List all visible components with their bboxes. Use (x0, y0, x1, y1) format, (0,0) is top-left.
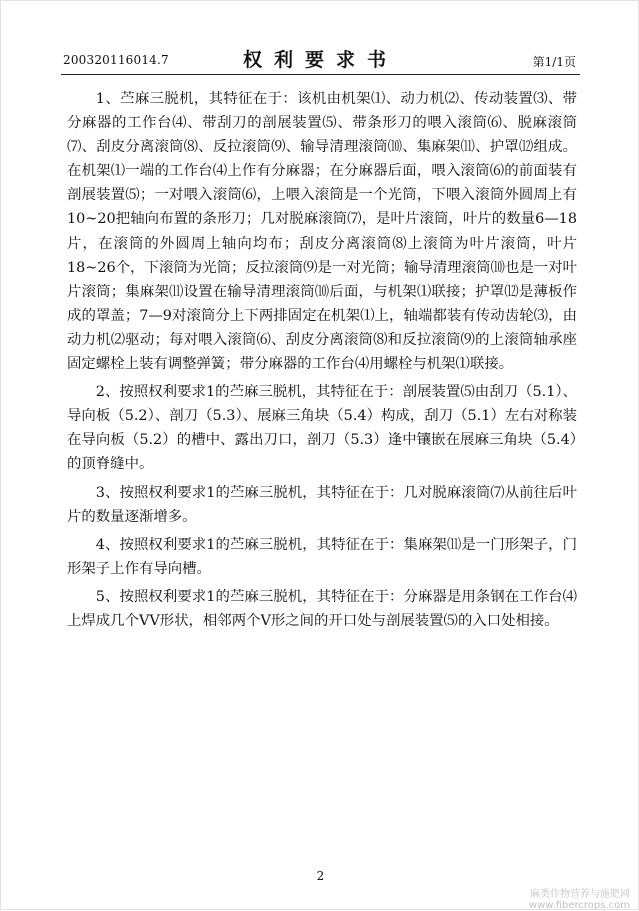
claims-list (67, 87, 577, 637)
application-number: 200320116014.7 (63, 53, 169, 67)
watermark-site-name: 麻类作物营养与施肥网 (530, 889, 630, 900)
page-number: 2 (316, 869, 325, 883)
header-divider (61, 74, 580, 75)
watermark-url: www.fibercrops.com (528, 900, 630, 911)
claim-4: 4、按照权利要求1的苎麻三脱机，其特征在于：集麻架⑾是一门形架子，门形架子上作有导向槽。 (67, 536, 577, 577)
document-title: 权利要求书 (242, 49, 398, 71)
claim-2: 2、按照权利要求1的苎麻三脱机，其特征在于：剖展装置⑸由刮刀（5.1）、导向板（5.2）、剖刀（5.3）、展麻三角块（5.4）构成，刮刀（5.1）左右对称装在导向板（5.2）的槽中、露出刀口，剖刀（5.3）逢中镶嵌在展麻三角块（5.4）的顶脊缝中。 (67, 384, 577, 473)
watermark (529, 885, 630, 911)
claim-3: 3、按照权利要求1的苎麻三脱机，其特征在于：几对脱麻滚筒⑺从前往后叶片的数量逐渐增多。 (67, 484, 577, 525)
page-indicator: 第1/1页 (532, 55, 576, 69)
claim-5: 5、按照权利要求1的苎麻三脱机，其特征在于：分麻器是用条钢在工作台⑷上焊成几个VV形状，相邻两个V形之间的开口处与剖展装置⑸的入口处相接。 (67, 588, 577, 629)
claim-1: 1、苎麻三脱机，其特征在于：该机由机架⑴、动力机⑵、传动装置⑶、带分麻器的工作台⑷、带刮刀的剖展装置⑸、带条形刀的喂入滚筒⑹、脱麻滚筒⑺、刮皮分离滚筒⑻、反拉滚筒⑼、输导清理滚筒⑽、集麻架⑾、护罩⑿组成。在机架⑴一端的工作台⑷上作有分麻器；在分麻器后面，喂入滚筒⑹的前面装有剖展装置⑸；一对喂入滚筒⑹，上喂入滚筒是一个光筒，下喂入滚筒外圆周上有10~20把轴向布置的条形刀；几对脱麻滚筒⑺，是叶片滚筒，叶片的数量6—18片，在滚筒的外圆周上轴向均布；刮皮分离滚筒⑻上滚筒为叶片滚筒，叶片18~26个，下滚筒为光筒；反拉滚筒⑼是一对光筒；输导清理滚筒⑽也是一对叶片滚筒；集麻架⑾设置在输导清理滚筒⑽后面，与机架⑴联接；护罩⑿是薄板作成的罩盖；7—9对滚筒分上下两排固定在机架⑴上，轴端都装有传动齿轮⑶，由动力机⑵驱动；每对喂入滚筒⑹、刮皮分离滚筒⑻和反拉滚筒⑼的上滚筒轴承座固定螺栓上装有调整弹簧；带分麻器的工作台⑷用螺栓与机架⑴联接。 (67, 91, 577, 373)
